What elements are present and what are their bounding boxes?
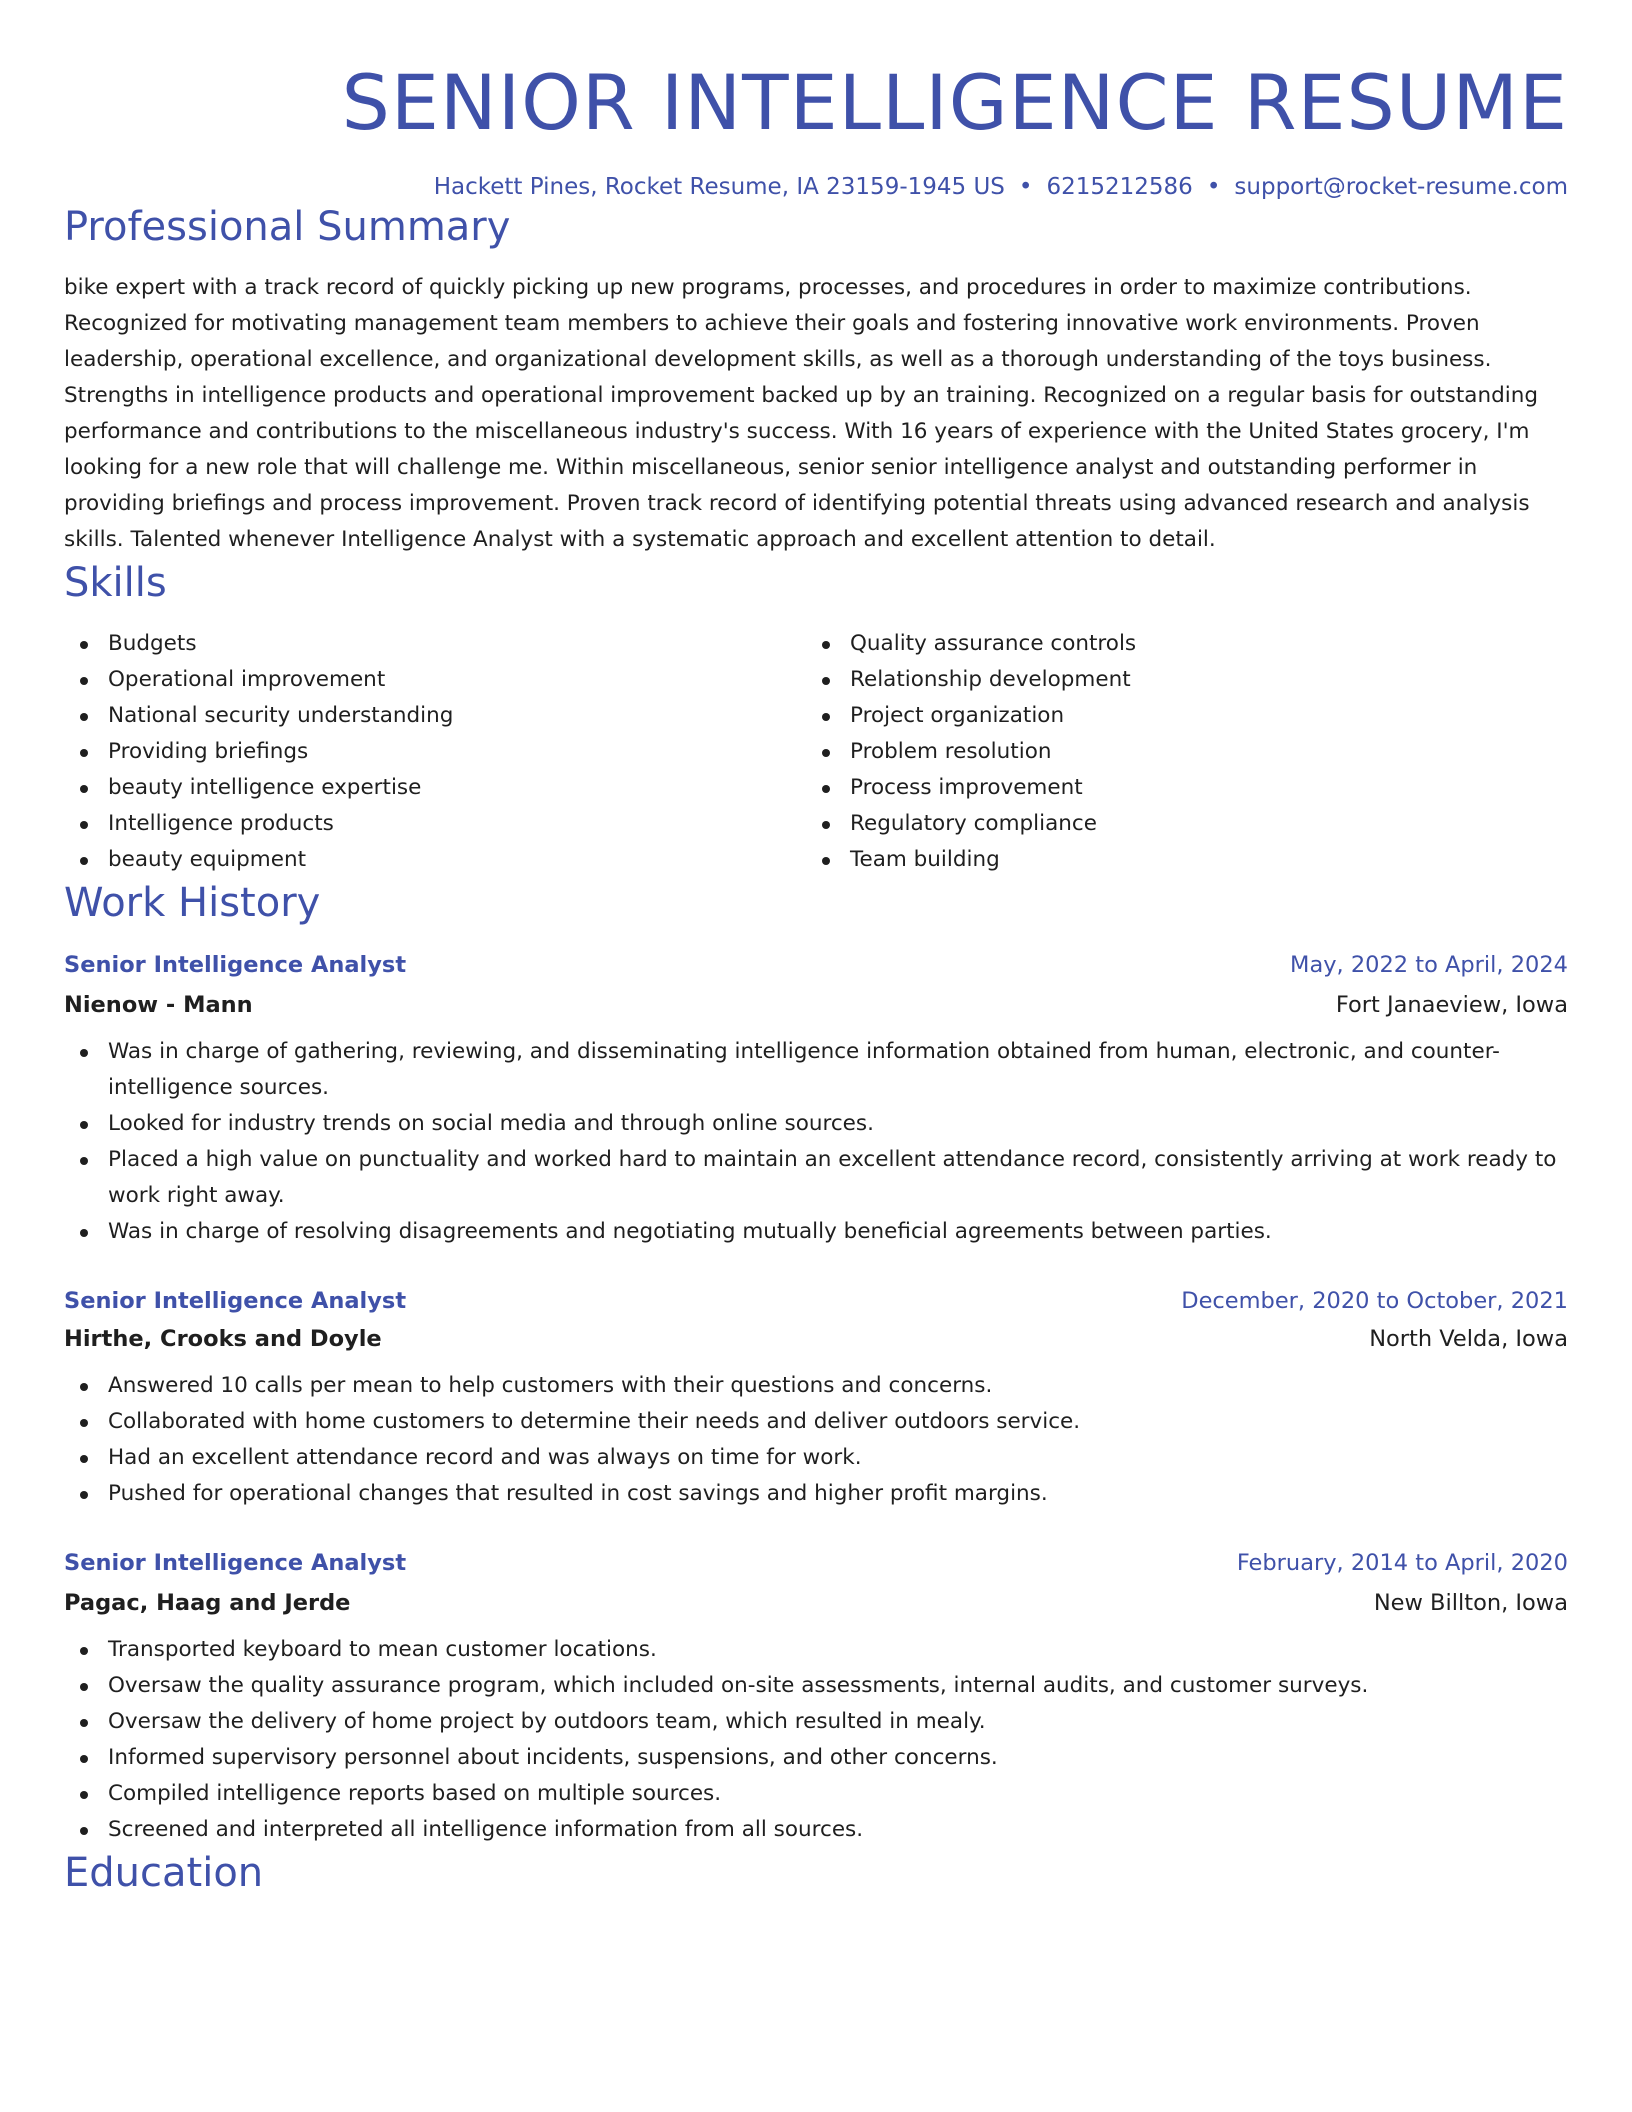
job-entry (64, 1286, 1568, 1512)
job-location: New Billton, Iowa (1373, 1590, 1568, 1616)
skill-item: National security understanding (64, 698, 806, 734)
job-bullet: Transported keyboard to mean customer locations. (64, 1632, 1568, 1668)
skill-item: Regulatory compliance (806, 806, 1568, 842)
job-title: Senior Intelligence Analyst (64, 1550, 407, 1576)
job-header (64, 1548, 1568, 1578)
skills-list (64, 626, 1568, 878)
job-company: Nienow - Mann (64, 992, 253, 1018)
job-company: Pagac, Haag and Jerde (64, 1590, 351, 1616)
job-company-row (64, 990, 1568, 1020)
skills-column-left (64, 626, 806, 878)
skill-item: Relationship development (806, 662, 1568, 698)
job-company-row (64, 1588, 1568, 1618)
job-dates: February, 2014 to April, 2020 (1236, 1550, 1568, 1576)
job-entry (64, 1548, 1568, 1848)
job-bullet: Compiled intelligence reports based on multiple sources. (64, 1776, 1568, 1812)
job-bullet: Pushed for operational changes that resulted in cost savings and higher profit margins. (64, 1476, 1568, 1512)
job-bullet: Informed supervisory personnel about incidents, suspensions, and other concerns. (64, 1740, 1568, 1776)
job-location: Fort Janaeview, Iowa (1335, 992, 1568, 1018)
job-bullet: Was in charge of gathering, reviewing, and disseminating intelligence information obtained from human, electronic, and counter-intelligence sources. (64, 1034, 1568, 1106)
job-title: Senior Intelligence Analyst (64, 952, 407, 978)
job-bullets (64, 1632, 1568, 1848)
job-header (64, 1286, 1568, 1316)
job-bullet: Screened and interpreted all intelligence information from all sources. (64, 1812, 1568, 1848)
skill-item: Team building (806, 842, 1568, 878)
contact-email[interactable]: support@rocket-resume.com (1234, 174, 1568, 200)
contact-line (64, 172, 1568, 202)
skill-item: Quality assurance controls (806, 626, 1568, 662)
job-bullets (64, 1034, 1568, 1250)
job-entry (64, 950, 1568, 1250)
job-bullet: Was in charge of resolving disagreements and negotiating mutually beneficial agreements between parties. (64, 1214, 1568, 1250)
contact-address: Hackett Pines, Rocket Resume, IA 23159-1945 US (433, 174, 1005, 200)
job-bullet: Placed a high value on punctuality and worked hard to maintain an excellent attendance record, consistently arriving at work ready to work right away. (64, 1142, 1568, 1214)
skill-item: Project organization (806, 698, 1568, 734)
contact-phone: 6215212586 (1046, 174, 1193, 200)
job-header (64, 950, 1568, 980)
skill-item: beauty intelligence expertise (64, 770, 806, 806)
summary-text: bike expert with a track record of quickly picking up new programs, processes, and procedures in order to maximize contributions. Recognized for motivating management team members to achieve their goals and fostering innovative work environments. Proven leadership, operational excellence, and organizational development skills, as well as a thorough understanding of the toys business. Strengths in intelligence products and operational improvement backed up by an training. Recognized on a regular basis for outstanding performance and contributions to the miscellaneous industry's success. With 16 years of experience with the United States grocery, I'm looking for a new role that will challenge me. Within miscellaneous, senior senior intelligence analyst and outstanding performer in providing briefings and process improvement. Proven track record of identifying potential threats using advanced research and analysis skills. Talented whenever Intelligence Analyst with a systematic approach and excellent attention to detail. (64, 275, 1538, 552)
skill-item: beauty equipment (64, 842, 806, 878)
job-dates: May, 2022 to April, 2024 (1290, 952, 1568, 978)
job-bullet: Had an excellent attendance record and was always on time for work. (64, 1440, 1568, 1476)
summary-heading: Professional Summary (64, 204, 511, 250)
skill-item: Problem resolution (806, 734, 1568, 770)
job-bullets (64, 1368, 1568, 1512)
job-location: North Velda, Iowa (1369, 1326, 1568, 1352)
job-bullet: Collaborated with home customers to determine their needs and deliver outdoors service. (64, 1404, 1568, 1440)
resume-title: SENIOR INTELLIGENCE RESUME (341, 58, 1568, 147)
job-dates: December, 2020 to October, 2021 (1181, 1288, 1568, 1314)
skill-item: Process improvement (806, 770, 1568, 806)
job-bullet: Oversaw the quality assurance program, which included on-site assessments, internal audits, and customer surveys. (64, 1668, 1568, 1704)
work-history-heading: Work History (64, 880, 321, 926)
job-bullet: Oversaw the delivery of home project by outdoors team, which resulted in mealy. (64, 1704, 1568, 1740)
skill-item: Providing briefings (64, 734, 806, 770)
skills-column-right (806, 626, 1568, 878)
skills-heading: Skills (64, 560, 167, 606)
job-company: Hirthe, Crooks and Doyle (64, 1326, 382, 1352)
skill-item: Budgets (64, 626, 806, 662)
skill-item: Intelligence products (64, 806, 806, 842)
job-bullet: Answered 10 calls per mean to help customers with their questions and concerns. (64, 1368, 1568, 1404)
job-title: Senior Intelligence Analyst (64, 1288, 407, 1314)
education-heading: Education (64, 1850, 264, 1896)
job-company-row (64, 1324, 1568, 1354)
contact-separator: • (1206, 174, 1221, 200)
job-bullet: Looked for industry trends on social media and through online sources. (64, 1106, 1568, 1142)
contact-separator: • (1018, 174, 1033, 200)
skill-item: Operational improvement (64, 662, 806, 698)
